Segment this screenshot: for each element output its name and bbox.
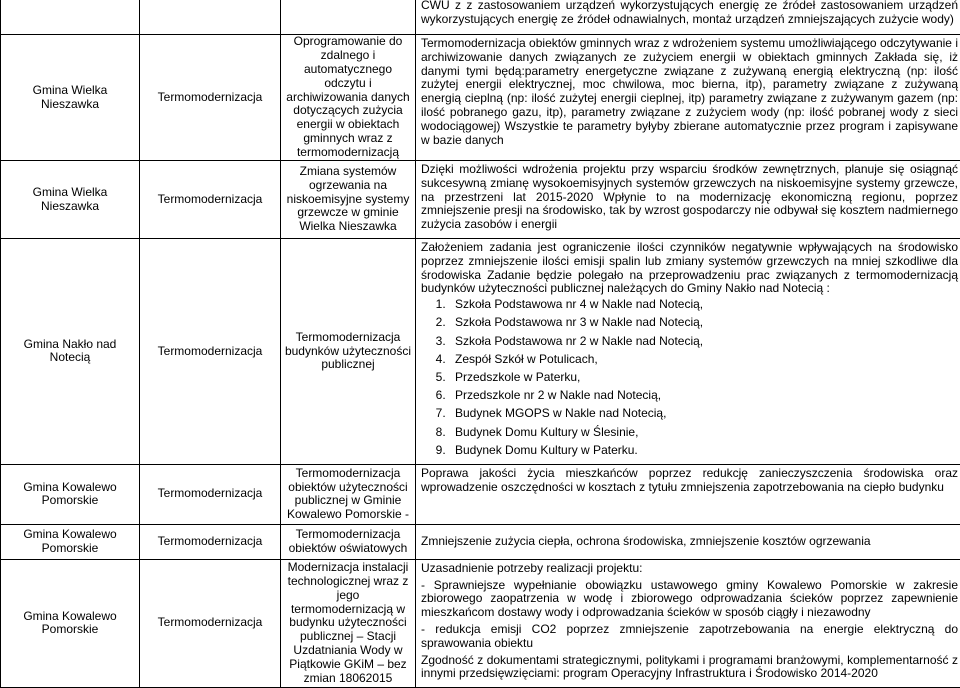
description-paragraph: - redukcja emisji CO2 poprzez zmniejszenie zapotrzebowania na energie elektryczną do sprawowania obiektu [421, 623, 958, 651]
project-name-cell: Termomodernizacja obiektów użyteczności publicznej w Gminie Kowalewo Pomorskie - [281, 464, 416, 524]
project-name-cell: Termomodernizacja obiektów oświatowych [281, 524, 416, 559]
table-row [1, 524, 960, 559]
description-cell [416, 35, 960, 161]
gmina-cell: Gmina Kowalewo Pomorskie [1, 559, 140, 687]
table-row [1, 464, 960, 524]
description-paragraph: Zmniejszenie zużycia ciepła, ochrona środowiska, zmniejszenie kosztów ogrzewania [421, 535, 958, 549]
list-item: 6. Przedszkole nr 2 w Nakle nad Notecią, [449, 389, 958, 403]
table-row [1, 559, 960, 687]
category-cell: Termomodernizacja [140, 464, 281, 524]
description-paragraph: Założeniem zadania jest ograniczenie ilości czynników negatywnie wpływających na środowisko poprzez zmniejszenie ilości emisji spalin lub zmiany systemów grzewczych na mniej szkodliwe dla środowiska Zadanie będzie polegało na przeprowadzeniu prac związanych z termomodernizacją budynków użyteczności publicznej należących do Gminy Nakło nad Notecią : [421, 241, 958, 296]
category-cell [140, 0, 281, 35]
description-paragraph: Termomodernizacja obiektów gminnych wraz z wdrożeniem systemu umożliwiającego odczytywanie i archiwizowanie danych związanych ze zużyciem energii w obiektach gminnych Zakłada się, iż danymi tymi będą:parametry energetyczne związane z zużywaną energią elektryczną (np: ilość zużytej energii elektrycznej, moc chwilowa, moc bierna, itp), parametry związane z zużywaną energią cieplną (np: ilość zużytej energii cieplnej, itp) parametry związane z zużywanym gazem (np: ilość pobranego gazu, itp), parametry związane z zużyciem wody (np: ilość pobranej wody z sieci wodociągowej) Wszystkie te parametry byłyby zbierane automatycznie przez program i zapisywane w bazie danych [421, 37, 958, 147]
project-name-cell: Zmiana systemów ogrzewania na niskoemisyjne systemy grzewcze w gminie Wielka Nieszawka [281, 161, 416, 239]
category-cell: Termomodernizacja [140, 524, 281, 559]
description-paragraph: Dzięki możliwości wdrożenia projektu przy wsparciu środków zewnętrznych, planuje się osiągnąć sukcesywną zmianę wysokoemisyjnych systemów grzewczych na niskoemisyjne systemy grzewcze, na przestrzeni lat 2015-2020 Wpłynie to na modernizację ekonomiczną regionu, poprzez zmniejszenie presji na środowisko, tak by wzrost gospodarczy nie odbywał się kosztem nadmiernego zużycia zasobów i energii [421, 163, 958, 232]
project-name-cell [281, 0, 416, 35]
project-name-cell: Modernizacja instalacji technologicznej wraz z jego termomodernizacją w budynku użyteczności publicznej – Stacji Uzdatniania Wody w Piątkowie GKiM – bez zmian 18062015 [281, 559, 416, 687]
description-cell [416, 161, 960, 239]
description-paragraph: Zgodność z dokumentami strategicznymi, politykami i programami branżowymi, komplementarność z innymi przedsięwzięciami: program Operacyjny Infrastruktura i Środowisko 2014-2020 [421, 654, 958, 682]
list-item: 5. Przedszkole w Paterku, [449, 371, 958, 385]
gmina-cell: Gmina Nakło nad Notecią [1, 239, 140, 465]
description-cell [416, 559, 960, 687]
project-name-cell: Termomodernizacja budynków użyteczności publicznej [281, 239, 416, 465]
description-cell [416, 0, 960, 35]
list-item: 2. Szkoła Podstawowa nr 3 w Nakle nad Notecią, [449, 316, 958, 330]
table-row [1, 239, 960, 465]
table-row [1, 161, 960, 239]
description-paragraph: - Sprawniejsze wypełnianie obowiązku ustawowego gminy Kowalewo Pomorskie w zakresie zbiorowego zaopatrzenia w wodę i zbiorowego odprowadzania ścieków poprzez zapewnienie mieszkańcom dostawy wody i odprowadzania ścieków w sposób ciągły i niezawodny [421, 579, 958, 620]
list-item: 1. Szkoła Podstawowa nr 4 w Nakle nad Notecią, [449, 298, 958, 312]
category-cell: Termomodernizacja [140, 161, 281, 239]
project-name-cell: Oprogramowanie do zdalnego i automatycznego odczytu i archiwizowania danych dotyczących zużycia energii w obiektach gminnych wraz z termomodernizacją [281, 35, 416, 161]
category-cell: Termomodernizacja [140, 239, 281, 465]
building-list [421, 298, 958, 457]
gmina-cell: Gmina Wielka Nieszawka [1, 35, 140, 161]
table-row [1, 35, 960, 161]
description-cell [416, 524, 960, 559]
category-cell: Termomodernizacja [140, 559, 281, 687]
list-item: 3. Szkoła Podstawowa nr 2 w Nakle nad Notecią, [449, 335, 958, 349]
gmina-cell: Gmina Wielka Nieszawka [1, 161, 140, 239]
description-paragraph: Uzasadnienie potrzeby realizacji projektu: [421, 562, 958, 576]
gmina-cell: Gmina Kowalewo Pomorskie [1, 464, 140, 524]
description-cell [416, 464, 960, 524]
gmina-cell: Gmina Kowalewo Pomorskie [1, 524, 140, 559]
description-paragraph: Poprawa jakości życia mieszkańców poprzez redukcję zanieczyszczenia środowiska oraz wprowadzenie oszczędności w kosztach z tytułu zmniejszenia zapotrzebowania na ciepło budynku [421, 467, 958, 495]
list-item: 9. Budynek Domu Kultury w Paterku. [449, 444, 958, 458]
list-item: 8. Budynek Domu Kultury w Ślesinie, [449, 426, 958, 440]
description-paragraph: CWU z z zastosowaniem urządzeń wykorzystujących energię ze źródeł zastosowaniem urządzeń wykorzystujących energię ze źródeł odnawialnych, montaż urządzeń zmniejszających zużycie wody) [421, 0, 958, 27]
list-item: 4. Zespół Szkół w Potulicach, [449, 353, 958, 367]
category-cell: Termomodernizacja [140, 35, 281, 161]
description-cell [416, 239, 960, 465]
table-row [1, 0, 960, 35]
gmina-cell [1, 0, 140, 35]
list-item: 7. Budynek MGOPS w Nakle nad Notecią, [449, 407, 958, 421]
